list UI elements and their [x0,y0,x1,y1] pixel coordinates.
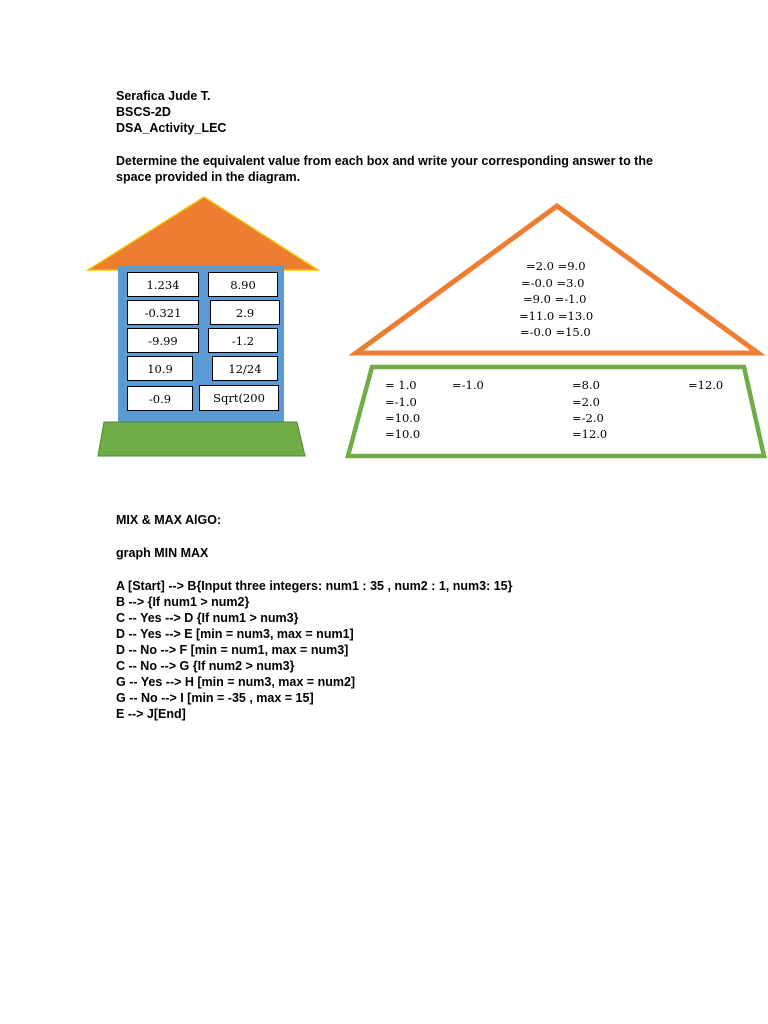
house-box-2: 8.90 [208,272,278,297]
house-box-4: 2.9 [210,300,280,325]
activity-title: DSA_Activity_LEC [116,121,227,135]
house-box-1: 1.234 [127,272,199,297]
triangle-line-4: =11.0 =13.0 [519,309,594,323]
algo-line: G -- Yes --> H [min = num3, max = num2] [116,675,356,689]
house-box-9: -0.9 [127,386,193,411]
triangle-line-1: =2.0 =9.0 [526,259,586,273]
trapezoid-c1-r2: =-1.0 [385,395,417,409]
house-box-10: Sqrt(200 [199,385,279,411]
instructions-text: Determine the equivalent value from each box and write your corresponding answer to the space provided in the diagram. [116,154,653,184]
house-box-7: 10.9 [127,356,193,381]
house-box-8: 12/24 [212,356,278,381]
trapezoid-c2-r1: =-1.0 [452,378,484,392]
student-section: BSCS-2D [116,105,171,119]
algo-line: B --> {If num1 > num2} [116,595,250,609]
trapezoid-c3-r4: =12.0 [572,427,608,441]
house-box-5: -9.99 [127,328,199,353]
algo-line: A [Start] --> B{Input three integers: num1 : 35 , num2 : 1, num3: 15} [116,579,513,593]
triangle-line-2: =-0.0 =3.0 [521,276,585,290]
student-name: Serafica Jude T. [116,89,211,103]
algo-line: D -- No --> F [min = num1, max = num3] [116,643,349,657]
algo-line: D -- Yes --> E [min = num3, max = num1] [116,627,354,641]
trapezoid-c1-r3: =10.0 [385,411,421,425]
trapezoid-c3-r3: =-2.0 [572,411,604,425]
triangle-line-3: =9.0 =-1.0 [523,292,587,306]
trapezoid-c3-r2: =2.0 [572,395,600,409]
algo-steps [116,578,512,722]
house-box-6: -1.2 [208,328,278,353]
algo-line: G -- No --> I [min = -35 , max = 15] [116,691,314,705]
algo-line: E --> J[End] [116,707,186,721]
algo-line: C -- No --> G {If num2 > num3} [116,659,295,673]
trapezoid-c1-r1: = 1.0 [385,378,417,392]
house-roof [88,197,318,270]
house-base [98,422,305,456]
triangle-line-5: =-0.0 =15.0 [520,325,591,339]
trapezoid-c1-r4: =10.0 [385,427,421,441]
algo-line: C -- Yes --> D {If num1 > num3} [116,611,299,625]
graph-title: graph MIN MAX [116,546,209,560]
trapezoid-c4-r1: =12.0 [688,378,724,392]
trapezoid-c3-r1: =8.0 [572,378,600,392]
house-box-3: -0.321 [127,300,199,325]
algo-title: MIX & MAX AlGO: [116,513,222,527]
